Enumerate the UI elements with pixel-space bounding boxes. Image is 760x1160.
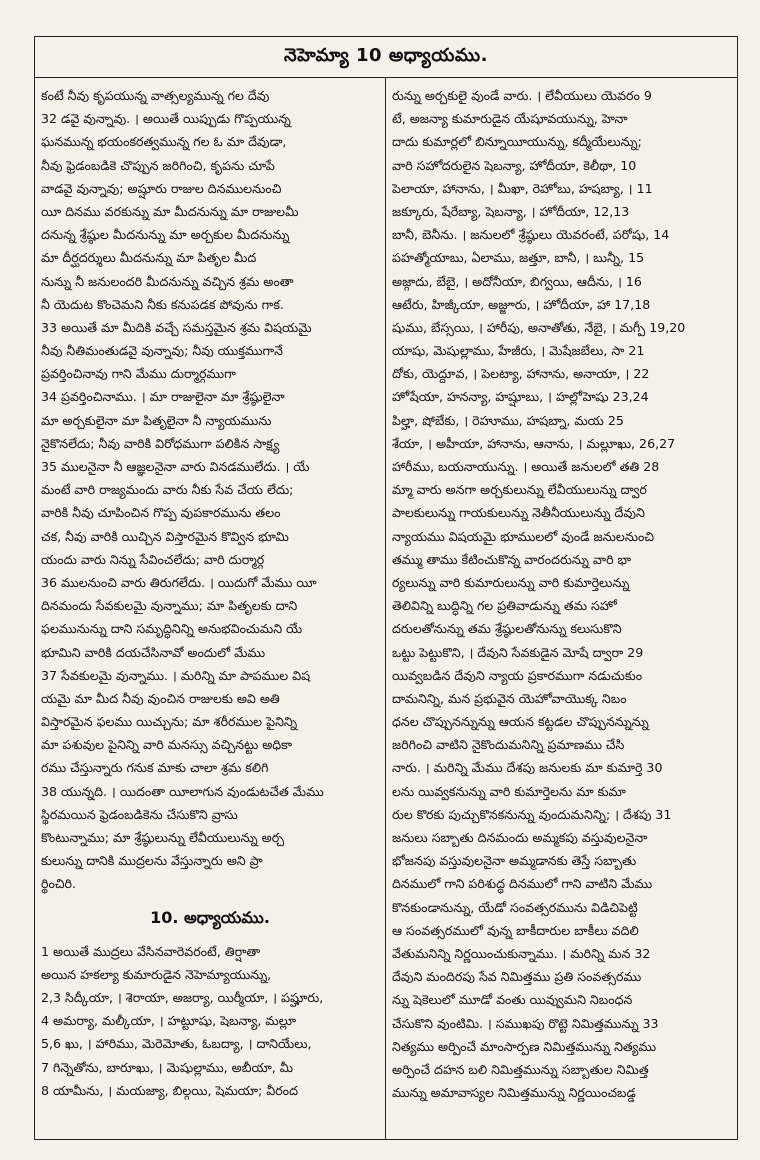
page-title: నెహెమ్యా 10 అధ్యాయము. <box>284 44 488 66</box>
text-line: జరిగించి వాటిని నైకొందుమనిన్ని ప్రమాణము చేసి <box>392 737 625 753</box>
text-line: దినములో గాని పరిశుద్ధ దినములో గాని వాటిని మేము <box>392 876 653 892</box>
text-line: కంటే నీవు కృపయున్న వాత్సల్యమున్న గల దేవు <box>41 88 270 103</box>
text-line: విస్తారమైన ఫలము యిచ్చును; మా శరీరముల పైనిన్ని <box>41 714 298 730</box>
text-line: నున్ను నీ జనులందరి మీదనున్ను వచ్చిన శ్రమ అంతా <box>41 273 294 289</box>
text-line: యీ దినము వరకున్ను మా మీదనున్ను మా రాజులమీ <box>41 203 299 219</box>
text-line: నారు. । మరిన్ని మేము దేశపు జనులకు మా కుమార్తె 30 <box>392 760 663 776</box>
text-line: వారికి నీవు చూపించిన గొప్ప వుపకారమును తలం <box>41 505 281 521</box>
text-line: యందు వారు నిన్ను సేవించలేదు; వారి దుర్మార్గ <box>41 551 265 567</box>
text-line: 34 ప్రవర్తించినాము. । మా రాజులైనా మా శ్రేష్ఠులైనా <box>41 389 285 405</box>
text-line: షుము, బేస్సయి, । హారీపు, అనాతోతు, నేబై, । మగ్పీ 19,20 <box>392 319 686 335</box>
text-line: దనున్న శ్రేష్ఠుల మీదనున్ను మా అర్చకుల మీదనున్ను <box>41 227 290 243</box>
text-line: రున్ను అర్చకులై వుండే వారు. । లేవీయులు యెవరం 9 <box>392 88 652 103</box>
text-line: 38 యున్నది. । యిదంతా యీలాగున వుండుటచేత మేము <box>41 783 324 799</box>
text-line: ర్యలున్ను వారి కుమారులున్ను వారి కుమార్తెలున్ను <box>392 574 630 590</box>
text-line: యివ్వబడిన దేవుని న్యాయ ప్రకారముగా నడుచుకుం <box>392 667 643 683</box>
text-line: 1 అయితే ముద్రలు వేసినవారెవరంటే, తిర్షాతా <box>41 943 261 959</box>
text-line: చక, నీవు వారికి యిచ్చిన విస్తారమైన కొవ్విన భూమి <box>41 528 289 544</box>
text-line: అర్పించే దహన బలి నిమిత్తమున్ను సబ్బాతుల నిమిత్త <box>392 1061 649 1077</box>
left-column <box>35 78 386 1140</box>
text-line: కులున్ను దానికి ముద్రలను వేస్తున్నారు అని ప్రా <box>41 853 263 869</box>
text-line: శేయా, । అహీయా, హానాను, ఆనాను, । మల్లూఖు, 26,27 <box>392 435 676 451</box>
text-line: లను యివ్వకనున్ను వారి కుమార్తెలను మా కుమా <box>392 783 626 799</box>
text-line: మా పశువుల పైనిన్ని వారి మనస్సు వచ్చినట్టు అధికా <box>41 737 293 753</box>
text-line: జక్కూరు, షేరేబ్యా, షెబన్యా, । హోదీయా, 12,13 <box>392 203 630 219</box>
text-line: మా అర్చకులైనా మా పితృలైనా నీ న్యాయమును <box>41 412 272 428</box>
text-line: 8 యామీను, । మయజ్యా, బిల్గయి, షెమయా; వీరంద <box>41 1082 298 1098</box>
page-header <box>35 37 737 78</box>
text-line: రము చేస్తున్నారు గనుక మాకు చాలా శ్రమ కలిగి <box>41 760 269 776</box>
text-line: కొంటున్నాము; మా శ్రేష్ఠులున్ను లేవీయులున్ను అర్చ <box>41 830 285 845</box>
text-line: నిత్యము అర్పించే మాంసార్పణ నిమిత్తమున్ను నిత్యము <box>392 1038 657 1054</box>
text-line: ఒట్టు పెట్టుకొని, । దేవుని సేవకుడైన మోషే ద్వారా 29 <box>392 644 644 660</box>
text-line: 37 సేవకులమై వున్నాము. । మరిన్ని మా పాపముల విష <box>41 667 311 683</box>
text-line: హోషేయా, హనన్యా, హష్షూబు, । హల్లోహెషు 23,24 <box>392 389 649 405</box>
text-line: ర్థించిరి. <box>41 876 76 892</box>
text-line: దరులతోనున్ను తమ శ్రేష్ఠులతోనున్ను కలుసుకొని <box>392 621 622 637</box>
text-line: 2,3 సిద్కీయా, । శెరాయా, అజర్యా, యిర్మీయా, । పష్హూరు, <box>41 989 324 1005</box>
text-line: న్యాయము విషయమై భూములలో వుండే జనులనుంచి <box>392 528 655 544</box>
text-line: నీ యెదుట కొంచెమని నీకు కనుపడక పోవును గాక. <box>41 296 284 312</box>
text-line: స్థిరమయిన ఫ్రెడంబడికెను చేసుకొని వ్రాసు <box>41 806 238 822</box>
text-line: యమై మా మీద నీవు వుంచిన రాజులకు అవి అతి <box>41 690 280 706</box>
text-line: అయిన హకల్యా కుమారుడైన నెహెమ్యాయున్ను, <box>41 966 272 982</box>
text-line: ఘనమున్న భయంకరత్వమున్న గల ఓ మా దేవుడా, <box>41 134 287 150</box>
text-line: 35 ములనైనా నీ ఆజ్ఞలనైనా వారు వినడములేదు. । యే <box>41 459 310 474</box>
text-line: తమ్ము తాము కేటించుకొన్న వారందరున్ను వారి భా <box>392 551 632 567</box>
text-line: కొనకుండానున్ను, యేడో సంవత్సరమును విడిచిపెట్టి <box>392 899 638 915</box>
text-line: బానీ, బెనీను. । జనులలో శ్రేష్ఠులు యెవరంటే, పరోషు, 14 <box>392 227 670 243</box>
text-line: 32 డవై వున్నావు. । అయితే యిప్పుడు గొప్పయున్న <box>41 111 291 127</box>
page-frame <box>34 36 738 1140</box>
text-line: పాలకులున్ను గాయకులున్ను నెతీనీయులున్ను దేవుని <box>392 505 645 521</box>
text-line: టే, అజన్యా కుమారుడైన యేషూవయున్ను, హెనా <box>392 111 628 127</box>
right-column <box>386 78 737 1140</box>
text-line: ప్రవర్తించినావు గాని మేము దుర్మార్గముగా <box>41 366 236 382</box>
text-line: 4 అమర్యా, మల్కీయా, । హట్టూషు, షెబన్యా, మల్లూ <box>41 1013 297 1029</box>
text-line: 5,6 ఖు, । హారిము, మెరెమోతు, ఓబద్యా, । దానియేలు, <box>41 1036 312 1052</box>
text-line: పహత్మోయాబు, ఏలాము, జత్తూ, బానీ, । బున్నీ, 15 <box>392 250 645 266</box>
text-line: దాదు కుమార్లలో బిన్నూయీయున్ను, కద్మీయేలున్ను; <box>392 134 642 150</box>
text-line: ధనల చొప్పునన్నున్ను ఆయన కట్టడల చొప్పునన్నున్ను <box>392 714 649 730</box>
text-line: దామనిన్ని, మన ప్రభువైన యెహోవాయొక్క నిబం <box>392 690 627 706</box>
text-line: తెలివిన్ని బుద్ధిన్ని గల ప్రతివాడున్ను తమ సహో <box>392 598 617 614</box>
text-line: న్ను షెకెలులో మూడో వంతు యివ్వుమని నిబంధన <box>392 992 633 1008</box>
text-line: వేతుమనిన్ని నిర్ణయించుకున్నాము. । మరిన్ని మన 32 <box>392 945 651 961</box>
text-line: ఆటేరు, హిజ్కీయా, అజ్జూరు, । హోదీయా, హా 17,18 <box>392 296 651 312</box>
text-line: ఆ సంవత్సరములో వున్న బాకీదారుల బాకీలు వదిలి <box>392 922 639 938</box>
text-line: వారి సహోదరులైన షెబన్యా, హోదీయా, కెలీథా, 10 <box>392 157 637 173</box>
text-line: మున్ను అమావాస్యల నిమిత్తమున్ను నిర్ణయించబడ్డ <box>392 1085 636 1101</box>
text-line: మా దీర్ఘదర్శులు మీదనున్ను మా పితృల మీద <box>41 250 257 266</box>
text-line: నీవు ఫ్రెడంబడికె చొప్పున జరిగించి, కృపను చూపే <box>41 157 275 173</box>
text-line: దినమందు సేవకులమై వున్నాము; మా పితృలకు దాని <box>41 598 298 614</box>
text-line: చేసుకొని వుంటిమి. । సముఖపు రొట్టె నిమిత్తమున్ను 33 <box>392 1015 659 1031</box>
text-line: భూమిని వారికి దయచేసినావో అందులో మేము <box>41 644 266 660</box>
text-line: పెలాయా, హానాను, । మీఖా, రెహోబు, హషబ్యా, । 11 <box>392 180 653 196</box>
text-line: వాడవై వున్నావు; అష్షూరు రాజుల దినములనుంచి <box>41 180 282 196</box>
text-columns <box>35 78 737 1140</box>
text-line: అజ్గాదు, బేబై, । అదోనీయా, బిగ్వయి, ఆదీను, । 16 <box>392 273 642 289</box>
text-line: పిల్హా, షోబేకు, । రెహూము, హషబ్నా, మయ 25 <box>392 412 624 428</box>
text-line: జనులు సబ్బాతు దినమందు అమ్మకపు వస్తువులనైనా <box>392 830 648 845</box>
text-line: మ్మా వారు అనగా అర్చకులున్ను లేవీయులున్ను ద్వార <box>392 482 647 498</box>
text-line: భోజనపు వస్తువులనైనా అమ్మడానకు తెస్తే సబ్బాతు <box>392 853 637 869</box>
text-line: హారీము, బయనాయున్ను. । అయితే జనులలో తతి 28 <box>392 459 660 474</box>
text-line: దేవుని మందిరపు సేవ నిమిత్తము ప్రతి సంవత్సరము <box>392 969 642 985</box>
text-line: యాషు, మెషుల్లాము, హేజీరు, । మెషేజబేలు, సా 21 <box>392 343 645 359</box>
text-line: నైకొనలేదు; నీవు వారికి విరోధముగా పలికిన సాక్ష్య <box>41 435 280 451</box>
chapter-heading: 10. అధ్యాయము. <box>150 907 270 927</box>
text-line: మంటే వారి రాజ్యమందు వారు నీకు సేవ చేయ లేదు; <box>41 482 294 498</box>
text-line: దోకు, యెద్దూవ, । పెలట్యా, హానాను, అనాయా, । 22 <box>392 366 650 382</box>
text-line: నీవు నీతిమంతుడవై వున్నావు; నీవు యుక్తముగానే <box>41 343 283 359</box>
text-line: ఫలమునున్ను దాని సమృద్ధినిన్ని అనుభవించుమని యే <box>41 621 303 637</box>
text-line: 7 గిన్నెతోను, బారూఖు, । మెషుల్లాము, అబీయా, మీ <box>41 1059 294 1075</box>
text-line: 33 అయితే మా మీదికి వచ్చే సమస్తమైన శ్రమ విషయమై <box>41 319 312 335</box>
text-line: రుల కొరకు పుచ్చుకొనకనున్ను వుందుమనిన్ని; । దేశపు 31 <box>392 806 672 822</box>
text-line: 36 ములనుంచి వారు తిరుగలేదు. । యిదుగో మేము యీ <box>41 574 317 590</box>
